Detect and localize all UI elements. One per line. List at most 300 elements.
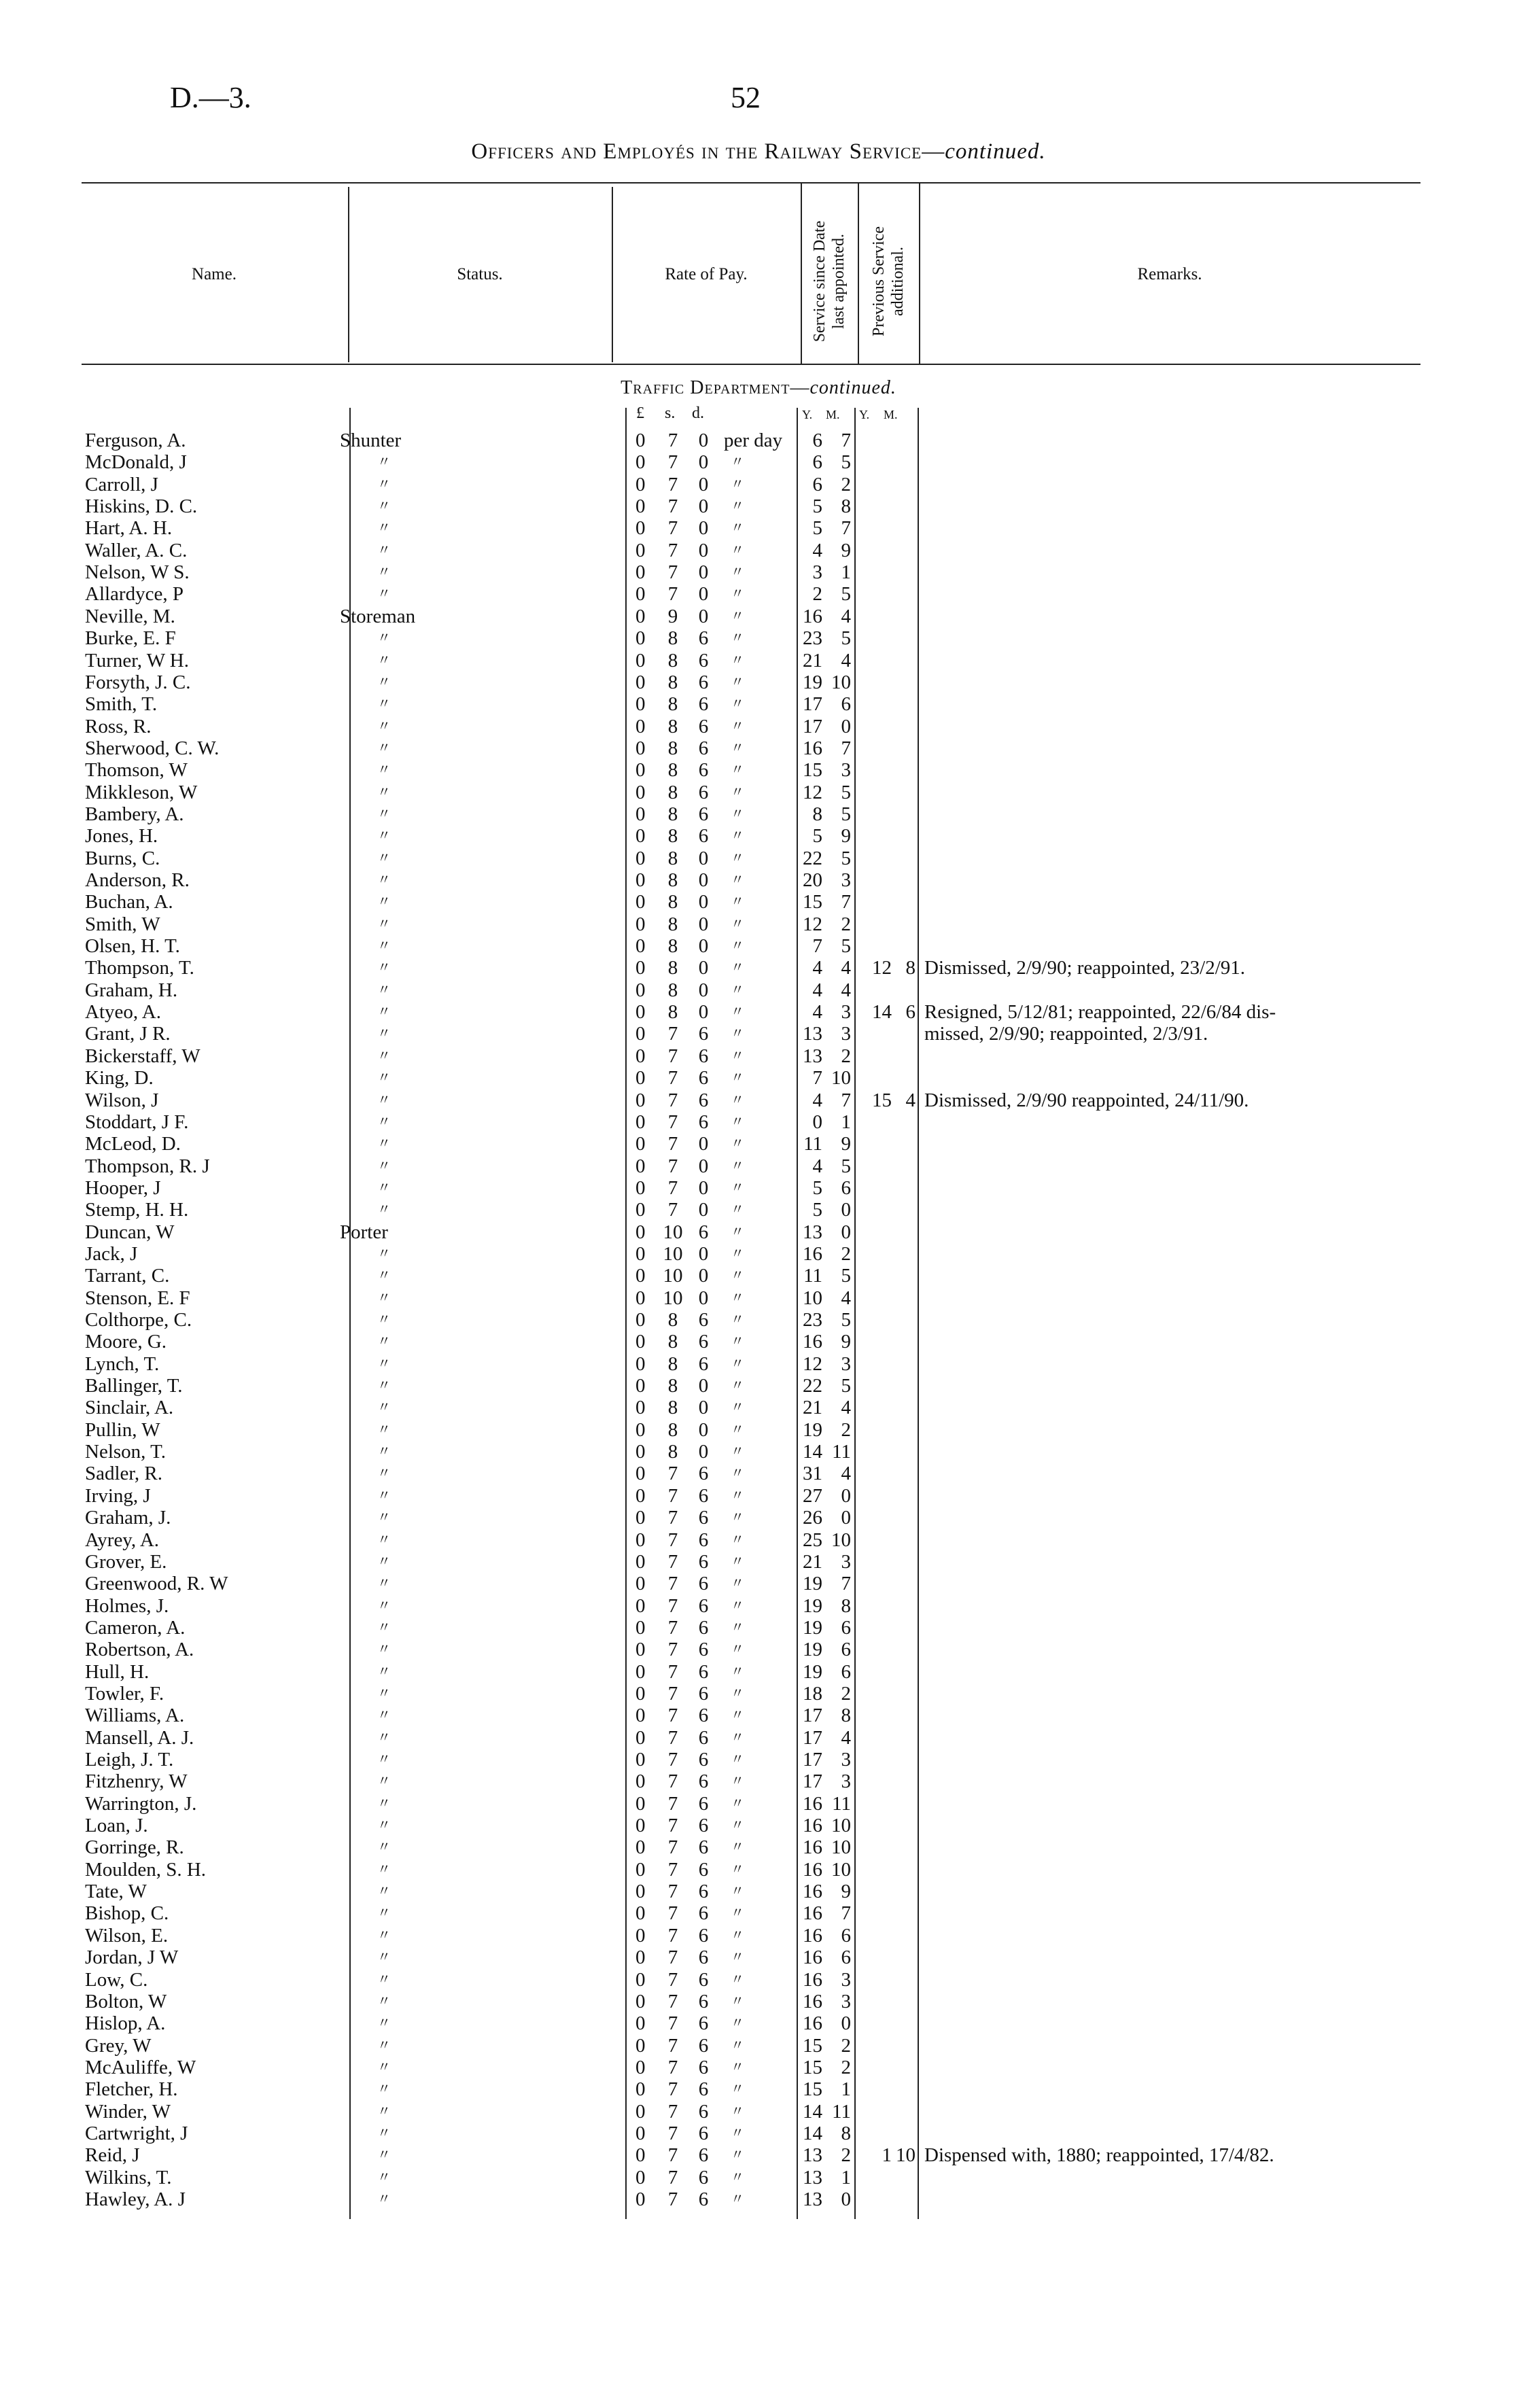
- pay-period: 〃: [731, 1312, 744, 1327]
- pay-period: 〃: [731, 1005, 744, 1020]
- service-months: 6: [841, 1616, 851, 1639]
- pay-pence: 6: [698, 1529, 709, 1551]
- pay-period: 〃: [731, 1268, 744, 1284]
- service-months: 0: [841, 2012, 851, 2035]
- pay-shillings: 8: [667, 1309, 678, 1331]
- pay-pounds: 0: [635, 473, 646, 495]
- employee-name: Stenson, E. F: [85, 1287, 190, 1309]
- table-row: [0, 803, 1517, 825]
- service-years: 16: [803, 2012, 822, 2035]
- pay-period: 〃: [731, 1378, 744, 1394]
- pay-pence: 6: [698, 1045, 709, 1067]
- service-years: 13: [803, 2144, 822, 2167]
- pay-period: 〃: [731, 1730, 744, 1745]
- employee-status: 〃: [377, 916, 391, 932]
- employee-name: Hull, H.: [85, 1660, 150, 1683]
- pay-shillings: 10: [663, 1221, 683, 1243]
- employee-status: 〃: [377, 631, 391, 646]
- pay-period: 〃: [731, 1598, 744, 1613]
- service-years: 21: [803, 649, 822, 671]
- pay-pence: 0: [698, 473, 709, 495]
- service-months: 8: [841, 2122, 851, 2144]
- service-years: 2: [812, 583, 822, 606]
- service-years: 13: [803, 1221, 822, 1243]
- pay-pounds: 0: [635, 671, 646, 693]
- employee-name: McDonald, J: [85, 451, 187, 474]
- employee-status: 〃: [377, 1356, 391, 1372]
- table-row: [0, 1353, 1517, 1375]
- employee-name: Nelson, T.: [85, 1441, 166, 1463]
- table-row: [0, 1419, 1517, 1441]
- employee-name: Gorringe, R.: [85, 1836, 184, 1859]
- service-years: 21: [803, 1550, 822, 1573]
- pay-shillings: 8: [667, 759, 678, 782]
- pay-shillings: 7: [667, 1529, 678, 1551]
- employee-name: Stemp, H. H.: [85, 1199, 189, 1221]
- pay-pence: 6: [698, 627, 709, 650]
- table-row: [0, 1969, 1517, 1991]
- employee-name: Sadler, R.: [85, 1463, 163, 1485]
- pay-pounds: 0: [635, 1242, 646, 1265]
- pay-period: 〃: [731, 1092, 744, 1108]
- service-years: 16: [803, 737, 822, 759]
- pay-period: 〃: [731, 1400, 744, 1416]
- column-divider: [858, 182, 859, 364]
- employee-status: Storeman: [340, 605, 416, 627]
- pay-pence: 0: [698, 539, 709, 561]
- employee-name: Buchan, A.: [85, 891, 173, 913]
- pay-shillings: 7: [667, 1023, 678, 1045]
- service-months: 0: [841, 1484, 851, 1507]
- employee-status: 〃: [377, 1884, 391, 1900]
- column-header-name: Name.: [192, 265, 237, 283]
- table-row: [0, 1529, 1517, 1551]
- service-years: 4: [812, 539, 822, 561]
- employee-name: Moore, G.: [85, 1331, 167, 1353]
- table-row: [0, 606, 1517, 627]
- pay-pounds: 0: [635, 1550, 646, 1573]
- service-months: 8: [841, 495, 851, 518]
- pay-pounds: 0: [635, 1660, 646, 1683]
- pay-pounds: 0: [635, 1507, 646, 1529]
- pay-pence: 0: [698, 451, 709, 474]
- pay-pence: 6: [698, 1726, 709, 1749]
- service-years: 7: [812, 935, 822, 958]
- employee-status: 〃: [377, 1906, 391, 1921]
- pay-shillings: 8: [667, 671, 678, 693]
- employee-name: Olsen, H. T.: [85, 935, 180, 958]
- pay-shillings: 7: [667, 2012, 678, 2035]
- pay-shillings: 7: [667, 2166, 678, 2188]
- pay-shillings: 7: [667, 1616, 678, 1639]
- service-years: 15: [803, 891, 822, 913]
- employee-status: 〃: [377, 1070, 391, 1086]
- service-months: 6: [841, 693, 851, 716]
- pay-pounds: 0: [635, 1836, 646, 1859]
- table-row: [0, 1815, 1517, 1836]
- pay-period: 〃: [731, 873, 744, 888]
- employee-status: 〃: [377, 1993, 391, 2009]
- service-months: 9: [841, 1331, 851, 1353]
- pay-shillings: 7: [667, 1089, 678, 1111]
- employee-status: 〃: [377, 476, 391, 492]
- pay-pence: 6: [698, 2012, 709, 2035]
- pay-pence: 0: [698, 1242, 709, 1265]
- employee-name: Jones, H.: [85, 825, 158, 848]
- table-row: [0, 759, 1517, 781]
- pay-pounds: 0: [635, 430, 646, 451]
- service-years: 18: [803, 1682, 822, 1705]
- service-months: 8: [841, 1705, 851, 1727]
- pay-shillings: 7: [667, 1881, 678, 1903]
- employee-name: Forsyth, J. C.: [85, 671, 191, 693]
- table-row: [0, 1617, 1517, 1639]
- pay-pounds: 0: [635, 2012, 646, 2035]
- employee-name: Burke, E. F: [85, 627, 176, 650]
- service-years: 6: [812, 473, 822, 495]
- service-months: 11: [832, 2100, 851, 2123]
- table-row: [0, 1309, 1517, 1331]
- pay-pence: 6: [698, 649, 709, 671]
- service-years: 23: [803, 1309, 822, 1331]
- unit-pound: £: [636, 404, 644, 422]
- employee-status: 〃: [377, 1290, 391, 1306]
- service-years: 15: [803, 2056, 822, 2078]
- employee-name: Allardyce, P: [85, 583, 184, 606]
- employee-name: Towler, F.: [85, 1682, 164, 1705]
- pay-pence: 6: [698, 2144, 709, 2167]
- pay-pounds: 0: [635, 737, 646, 759]
- table-row: [0, 474, 1517, 495]
- pay-pence: 6: [698, 1111, 709, 1133]
- table-row: [0, 583, 1517, 605]
- pay-pence: 6: [698, 1221, 709, 1243]
- pay-shillings: 7: [667, 1682, 678, 1705]
- table-row: [0, 1375, 1517, 1397]
- employee-status: 〃: [377, 1840, 391, 1855]
- pay-period: 〃: [731, 894, 744, 910]
- pay-shillings: 7: [667, 473, 678, 495]
- table-row: [0, 869, 1517, 891]
- pay-pence: 6: [698, 1660, 709, 1683]
- service-years: 3: [812, 561, 822, 584]
- pay-pence: 6: [698, 1682, 709, 1705]
- employee-name: Smith, W: [85, 913, 160, 935]
- table-row: [0, 1749, 1517, 1770]
- pay-pounds: 0: [635, 1375, 646, 1397]
- employee-status: 〃: [377, 1532, 391, 1548]
- service-months: 4: [841, 1463, 851, 1485]
- service-months: 11: [832, 1441, 851, 1463]
- service-years: 16: [803, 1947, 822, 1969]
- pay-shillings: 7: [667, 2078, 678, 2101]
- table-row: [0, 1067, 1517, 1089]
- pay-pounds: 0: [635, 1947, 646, 1969]
- service-years: 16: [803, 1968, 822, 1991]
- pay-period: 〃: [731, 674, 744, 690]
- pay-pounds: 0: [635, 1815, 646, 1837]
- pay-pounds: 0: [635, 1968, 646, 1991]
- pay-pounds: 0: [635, 495, 646, 518]
- service-years: 4: [812, 1001, 822, 1024]
- pay-pence: 6: [698, 1968, 709, 1991]
- pay-pence: 6: [698, 2122, 709, 2144]
- service-months: 9: [841, 1881, 851, 1903]
- service-months: 5: [841, 803, 851, 825]
- pay-pounds: 0: [635, 2144, 646, 2167]
- service-months: 7: [841, 891, 851, 913]
- table-row: [0, 1573, 1517, 1594]
- previous-years: 12: [872, 957, 892, 979]
- pay-pounds: 0: [635, 1265, 646, 1287]
- employee-name: Fitzhenry, W: [85, 1770, 188, 1793]
- pay-shillings: 8: [667, 1441, 678, 1463]
- table-row: [0, 1111, 1517, 1133]
- pay-shillings: 8: [667, 979, 678, 1001]
- column-header-service: [810, 200, 848, 363]
- pay-shillings: 7: [667, 1639, 678, 1661]
- table-row: [0, 1991, 1517, 2012]
- pay-pence: 6: [698, 737, 709, 759]
- pay-shillings: 7: [667, 430, 678, 451]
- pay-period: 〃: [731, 2104, 744, 2119]
- pay-pence: 6: [698, 1331, 709, 1353]
- service-months: 0: [841, 1507, 851, 1529]
- section-label: Traffic Department—: [621, 377, 810, 398]
- pay-shillings: 8: [667, 913, 678, 935]
- service-years: 10: [803, 1287, 822, 1309]
- pay-shillings: 8: [667, 781, 678, 803]
- employee-status: 〃: [377, 1026, 391, 1042]
- pay-pence: 6: [698, 1309, 709, 1331]
- employee-status: 〃: [377, 565, 391, 580]
- pay-shillings: 7: [667, 1968, 678, 1991]
- service-years: 6: [812, 451, 822, 474]
- table-row: [0, 2123, 1517, 2144]
- pay-period: 〃: [731, 1576, 744, 1592]
- pay-pence: 6: [698, 825, 709, 848]
- employee-name: Turner, W H.: [85, 649, 189, 671]
- employee-name: Hart, A. H.: [85, 517, 173, 540]
- table-row: [0, 540, 1517, 561]
- pay-pounds: 0: [635, 1353, 646, 1375]
- pay-pence: 0: [698, 605, 709, 627]
- pay-pence: 0: [698, 1375, 709, 1397]
- service-months: 5: [841, 1155, 851, 1177]
- employee-name: Atyeo, A.: [85, 1001, 161, 1024]
- employee-name: Moulden, S. H.: [85, 1858, 207, 1881]
- pay-shillings: 8: [667, 627, 678, 650]
- pay-shillings: 7: [667, 1067, 678, 1089]
- pay-pounds: 0: [635, 913, 646, 935]
- employee-status: 〃: [377, 1092, 391, 1108]
- employee-name: Bolton, W: [85, 1990, 167, 2012]
- pay-pence: 6: [698, 1749, 709, 1770]
- pay-shillings: 7: [667, 583, 678, 606]
- table-row: [0, 1727, 1517, 1749]
- employee-status: 〃: [377, 1136, 391, 1152]
- service-years: 12: [803, 1353, 822, 1375]
- employee-status: 〃: [377, 1642, 391, 1658]
- table-row: [0, 1793, 1517, 1815]
- employee-name: Bickerstaff, W: [85, 1045, 200, 1067]
- pay-pounds: 0: [635, 759, 646, 782]
- pay-pounds: 0: [635, 1089, 646, 1111]
- pay-period: 〃: [731, 1246, 744, 1261]
- employee-name: Hawley, A. J: [85, 2188, 186, 2210]
- service-months: 5: [841, 847, 851, 869]
- employee-name: Mikkleson, W: [85, 781, 198, 803]
- pay-pounds: 0: [635, 583, 646, 606]
- service-months: 4: [841, 1397, 851, 1419]
- pay-pounds: 0: [635, 1176, 646, 1199]
- pay-shillings: 7: [667, 2188, 678, 2210]
- pay-period: 〃: [731, 2038, 744, 2053]
- service-years: 7: [812, 1067, 822, 1089]
- pay-pence: 0: [698, 935, 709, 958]
- pay-shillings: 7: [667, 1550, 678, 1573]
- table-row: [0, 1947, 1517, 1968]
- employee-status: 〃: [377, 1950, 391, 1966]
- service-years: 17: [803, 1705, 822, 1727]
- service-years: 5: [812, 1199, 822, 1221]
- pay-shillings: 8: [667, 693, 678, 716]
- service-months: 5: [841, 1309, 851, 1331]
- pay-shillings: 9: [667, 605, 678, 627]
- service-months: 3: [841, 869, 851, 891]
- employee-status: 〃: [377, 1818, 391, 1834]
- pay-period: 〃: [731, 1752, 744, 1767]
- employee-status: 〃: [377, 1730, 391, 1745]
- pay-shillings: 8: [667, 1331, 678, 1353]
- pay-shillings: 7: [667, 451, 678, 474]
- pay-shillings: 7: [667, 1726, 678, 1749]
- pay-pence: 0: [698, 430, 709, 451]
- service-years: 5: [812, 1176, 822, 1199]
- service-months: 5: [841, 1265, 851, 1287]
- pay-period: 〃: [731, 1356, 744, 1372]
- service-months: 8: [841, 1594, 851, 1617]
- employee-status: 〃: [377, 587, 391, 602]
- employee-name: Bambery, A.: [85, 803, 184, 825]
- service-months: 3: [841, 1550, 851, 1573]
- employee-name: Smith, T.: [85, 693, 158, 716]
- service-months: 4: [841, 605, 851, 627]
- service-years: 26: [803, 1507, 822, 1529]
- pay-shillings: 7: [667, 2144, 678, 2167]
- pay-pence: 6: [698, 1550, 709, 1573]
- pay-shillings: 8: [667, 957, 678, 979]
- section-heading: [0, 377, 1517, 399]
- pay-pounds: 0: [635, 979, 646, 1001]
- pay-pounds: 0: [635, 1309, 646, 1331]
- service-years: 19: [803, 1660, 822, 1683]
- unit-prev-months: M.: [884, 408, 898, 421]
- service-months: 7: [841, 1089, 851, 1111]
- service-months: 5: [841, 451, 851, 474]
- pay-pence: 6: [698, 1858, 709, 1881]
- employee-status: 〃: [377, 1796, 391, 1811]
- service-years: 15: [803, 759, 822, 782]
- pay-period: 〃: [731, 828, 744, 844]
- pay-pence: 6: [698, 1836, 709, 1859]
- pay-shillings: 8: [667, 803, 678, 825]
- pay-pounds: 0: [635, 605, 646, 627]
- employee-status: 〃: [377, 2192, 391, 2207]
- table-row: [0, 1441, 1517, 1463]
- employee-status: 〃: [377, 1334, 391, 1350]
- pay-shillings: 8: [667, 847, 678, 869]
- pay-pence: 0: [698, 495, 709, 518]
- pay-pounds: 0: [635, 1639, 646, 1661]
- service-months: 2: [841, 1045, 851, 1067]
- table-row: [0, 2101, 1517, 2123]
- table-row: [0, 650, 1517, 671]
- employee-status: 〃: [377, 1444, 391, 1460]
- employee-status: 〃: [377, 697, 391, 712]
- service-months: 6: [841, 1924, 851, 1947]
- employee-name: Leigh, J. T.: [85, 1749, 174, 1770]
- table-row: [0, 1507, 1517, 1529]
- service-years: 27: [803, 1484, 822, 1507]
- pay-pounds: 0: [635, 2034, 646, 2057]
- table-row: [0, 1023, 1517, 1045]
- pay-shillings: 8: [667, 737, 678, 759]
- employee-status: 〃: [377, 1268, 391, 1284]
- pay-pence: 6: [698, 759, 709, 782]
- pay-pence: 6: [698, 1902, 709, 1925]
- employee-status: 〃: [377, 1708, 391, 1724]
- service-years: 16: [803, 1858, 822, 1881]
- pay-period: 〃: [731, 1444, 744, 1460]
- pay-pounds: 0: [635, 1902, 646, 1925]
- pay-period: 〃: [731, 1840, 744, 1855]
- pay-pence: 6: [698, 1507, 709, 1529]
- pay-period: 〃: [731, 1906, 744, 1921]
- pay-pence: 6: [698, 2166, 709, 2188]
- service-years: 16: [803, 1242, 822, 1265]
- pay-shillings: 7: [667, 1199, 678, 1221]
- table-top-rule: [82, 182, 1420, 184]
- service-years: 15: [803, 2078, 822, 2101]
- service-years: 16: [803, 605, 822, 627]
- pay-period: 〃: [731, 850, 744, 866]
- employee-status: 〃: [377, 1686, 391, 1701]
- service-months: 9: [841, 539, 851, 561]
- service-months: 2: [841, 913, 851, 935]
- employee-status: 〃: [377, 960, 391, 976]
- pay-period: 〃: [731, 542, 744, 558]
- employee-status: 〃: [377, 873, 391, 888]
- service-years: 21: [803, 1397, 822, 1419]
- service-months: 7: [841, 430, 851, 451]
- pay-pounds: 0: [635, 1001, 646, 1024]
- pay-pence: 6: [698, 1089, 709, 1111]
- employee-status: 〃: [377, 982, 391, 998]
- pay-pounds: 0: [635, 957, 646, 979]
- service-years: 5: [812, 517, 822, 540]
- table-row: [0, 517, 1517, 539]
- employee-name: Thompson, T.: [85, 957, 194, 979]
- service-years: 19: [803, 1594, 822, 1617]
- service-months: 5: [841, 1375, 851, 1397]
- employee-status: 〃: [377, 1576, 391, 1592]
- employee-name: Fletcher, H.: [85, 2078, 178, 2101]
- service-years: 4: [812, 1155, 822, 1177]
- pay-shillings: 8: [667, 715, 678, 737]
- pay-period: 〃: [731, 1972, 744, 1987]
- employee-status: 〃: [377, 784, 391, 800]
